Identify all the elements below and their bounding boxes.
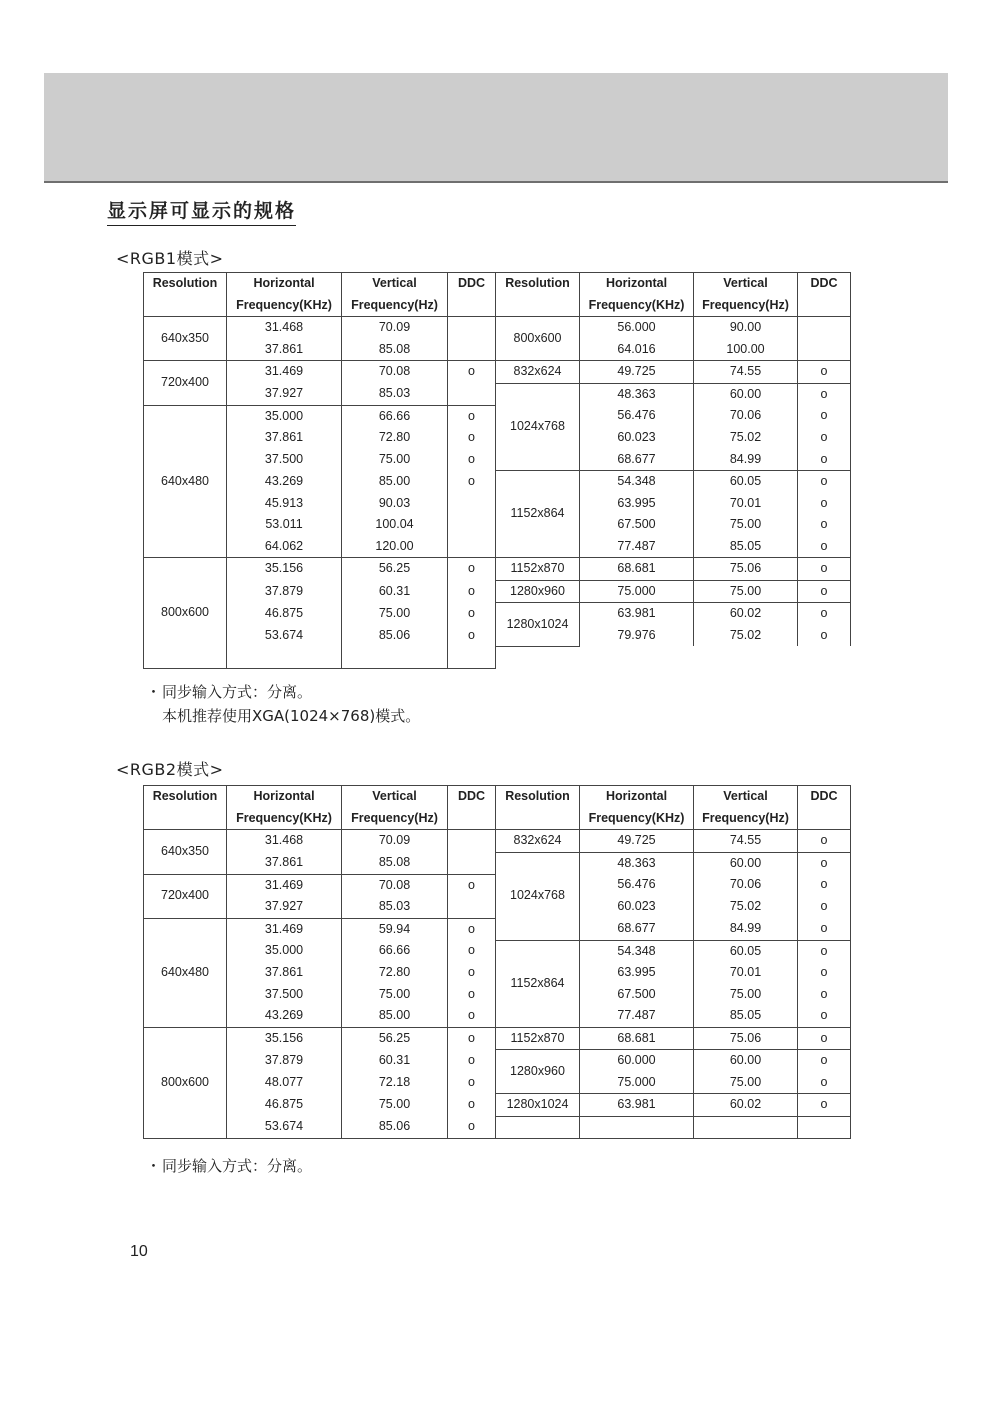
ddc-cell: o (798, 1027, 851, 1050)
h-freq-cell: 60.023 (580, 427, 694, 449)
col-header-horizontal-unit: Frequency(KHz) (227, 808, 342, 830)
rgb2-notes (146, 1154, 312, 1178)
note-line (146, 1154, 312, 1178)
v-freq-cell: 59.94 (342, 918, 448, 940)
col-header-vertical-unit: Frequency(Hz) (342, 808, 448, 830)
resolution-cell: 832x624 (496, 361, 580, 384)
h-freq-cell: 43.269 (227, 1005, 342, 1027)
col-header-vertical: Vertical (342, 273, 448, 295)
h-freq-cell: 31.468 (227, 317, 342, 339)
v-freq-cell: 70.01 (694, 962, 798, 984)
v-freq-cell: 75.06 (694, 1027, 798, 1050)
h-freq-cell: 77.487 (580, 536, 694, 558)
v-freq-cell: 85.06 (342, 1116, 448, 1139)
h-freq-cell: 53.674 (227, 1116, 342, 1139)
ddc-cell (448, 536, 496, 558)
table-row (144, 1027, 851, 1050)
ddc-cell: o (798, 361, 851, 384)
resolution-cell: 1280x960 (496, 580, 580, 603)
h-freq-cell: 75.000 (580, 580, 694, 603)
col-header-resolution: Resolution (144, 273, 227, 295)
h-freq-cell (227, 646, 342, 668)
ddc-cell: o (798, 536, 851, 558)
h-freq-cell: 46.875 (227, 603, 342, 625)
table-row (144, 361, 851, 384)
ddc-cell (448, 383, 496, 405)
ddc-cell: o (798, 1050, 851, 1072)
col-header-vertical-unit: Frequency(Hz) (342, 295, 448, 317)
v-freq-cell: 85.05 (694, 536, 798, 558)
v-freq-cell: 75.02 (694, 896, 798, 918)
resolution-cell: 720x400 (144, 361, 227, 406)
table-row (144, 1050, 851, 1072)
table-row (144, 580, 851, 603)
ddc-cell: o (798, 1094, 851, 1117)
ddc-cell: o (798, 471, 851, 493)
col-header-ddc: DDC (798, 786, 851, 808)
v-freq-cell: 60.31 (342, 580, 448, 603)
ddc-cell (448, 896, 496, 918)
v-freq-cell: 75.00 (342, 449, 448, 471)
h-freq-cell: 31.469 (227, 918, 342, 940)
h-freq-cell: 53.674 (227, 625, 342, 647)
v-freq-cell: 75.00 (694, 984, 798, 1006)
h-freq-cell: 43.269 (227, 471, 342, 493)
page-title: 显示屏可显示的规格 (107, 196, 296, 226)
h-freq-cell: 31.468 (227, 830, 342, 853)
ddc-cell: o (798, 427, 851, 449)
v-freq-cell: 90.03 (342, 493, 448, 515)
v-freq-cell: 75.00 (694, 580, 798, 603)
v-freq-cell: 74.55 (694, 830, 798, 853)
h-freq-cell: 49.725 (580, 830, 694, 853)
h-freq-cell: 37.500 (227, 984, 342, 1006)
v-freq-cell: 56.25 (342, 558, 448, 581)
h-freq-cell: 75.000 (580, 1072, 694, 1094)
header-band (44, 73, 948, 183)
resolution-cell: 1024x768 (496, 852, 580, 940)
ddc-cell: o (448, 984, 496, 1006)
h-freq-cell: 37.861 (227, 852, 342, 874)
ddc-cell: o (798, 625, 851, 647)
v-freq-cell: 66.66 (342, 405, 448, 427)
v-freq-cell: 120.00 (342, 536, 448, 558)
h-freq-cell: 56.476 (580, 874, 694, 896)
col-header-ddc: DDC (448, 786, 496, 808)
table-row (144, 558, 851, 581)
v-freq-cell: 70.08 (342, 361, 448, 384)
ddc-cell (798, 339, 851, 361)
col-header-resolution: Resolution (144, 786, 227, 808)
ddc-cell (448, 317, 496, 339)
v-freq-cell: 72.80 (342, 962, 448, 984)
v-freq-cell: 70.06 (694, 405, 798, 427)
col-header-horizontal-unit: Frequency(KHz) (580, 295, 694, 317)
h-freq-cell: 37.927 (227, 896, 342, 918)
col-header-horizontal: Horizontal (227, 273, 342, 295)
note-line (146, 704, 420, 728)
ddc-cell: o (798, 1005, 851, 1027)
v-freq-cell: 70.09 (342, 317, 448, 339)
h-freq-cell: 79.976 (580, 625, 694, 647)
col-header-resolution: Resolution (496, 786, 580, 808)
v-freq-cell: 85.00 (342, 1005, 448, 1027)
v-freq-cell: 70.01 (694, 493, 798, 515)
resolution-cell: 720x400 (144, 874, 227, 918)
table-row (144, 1094, 851, 1117)
resolution-cell: 640x480 (144, 918, 227, 1027)
h-freq-cell: 63.981 (580, 603, 694, 625)
resolution-cell: 832x624 (496, 830, 580, 853)
v-freq-cell (342, 646, 448, 668)
ddc-cell (798, 317, 851, 339)
col-header-vertical-unit: Frequency(Hz) (694, 295, 798, 317)
resolution-cell (496, 1116, 580, 1139)
rgb2-spec-table (143, 785, 851, 1139)
ddc-cell: o (448, 1116, 496, 1139)
v-freq-cell: 72.80 (342, 427, 448, 449)
col-header-blank (448, 808, 496, 830)
col-header-horizontal: Horizontal (580, 273, 694, 295)
table-row (144, 830, 851, 853)
v-freq-cell: 85.03 (342, 383, 448, 405)
ddc-cell: o (798, 514, 851, 536)
h-freq-cell: 31.469 (227, 874, 342, 896)
ddc-cell: o (448, 1050, 496, 1072)
v-freq-cell: 70.08 (342, 874, 448, 896)
h-freq-cell: 68.677 (580, 918, 694, 940)
col-header-vertical-unit: Frequency(Hz) (694, 808, 798, 830)
resolution-cell: 1280x1024 (496, 603, 580, 647)
h-freq-cell: 68.681 (580, 558, 694, 581)
v-freq-cell: 85.05 (694, 1005, 798, 1027)
resolution-cell: 640x350 (144, 317, 227, 361)
ddc-cell: o (448, 1094, 496, 1117)
h-freq-cell: 35.000 (227, 940, 342, 962)
h-freq-cell: 54.348 (580, 471, 694, 493)
note-line (146, 680, 420, 704)
note-text: 同步输入方式：分离。 (162, 1157, 313, 1175)
col-header-horizontal: Horizontal (227, 786, 342, 808)
col-header-horizontal-unit: Frequency(KHz) (580, 808, 694, 830)
ddc-cell: o (798, 962, 851, 984)
v-freq-cell: 56.25 (342, 1027, 448, 1050)
h-freq-cell: 56.476 (580, 405, 694, 427)
ddc-cell: o (448, 1027, 496, 1050)
h-freq-cell: 35.156 (227, 1027, 342, 1050)
bullet-icon: ・ (146, 683, 162, 701)
ddc-cell: o (798, 896, 851, 918)
v-freq-cell: 60.02 (694, 1094, 798, 1117)
table-row (144, 317, 851, 339)
col-header-blank (798, 295, 851, 317)
ddc-cell: o (798, 852, 851, 874)
resolution-cell: 1024x768 (496, 383, 580, 471)
table-row (144, 383, 851, 405)
h-freq-cell: 63.981 (580, 1094, 694, 1117)
v-freq-cell: 75.00 (342, 1094, 448, 1117)
ddc-cell: o (798, 603, 851, 625)
h-freq-cell: 37.879 (227, 1050, 342, 1072)
h-freq-cell: 68.677 (580, 449, 694, 471)
h-freq-cell: 64.016 (580, 339, 694, 361)
rgb1-heading: <RGB1模式> (116, 249, 224, 268)
h-freq-cell: 54.348 (580, 940, 694, 962)
ddc-cell: o (798, 918, 851, 940)
resolution-cell: 1152x870 (496, 558, 580, 581)
v-freq-cell: 75.00 (694, 1072, 798, 1094)
v-freq-cell: 85.00 (342, 471, 448, 493)
h-freq-cell: 37.861 (227, 427, 342, 449)
ddc-cell: o (448, 449, 496, 471)
h-freq-cell: 68.681 (580, 1027, 694, 1050)
h-freq-cell: 35.000 (227, 405, 342, 427)
col-header-blank (798, 808, 851, 830)
table-row (144, 1116, 851, 1139)
resolution-cell: 800x600 (496, 317, 580, 361)
v-freq-cell: 60.00 (694, 383, 798, 405)
ddc-cell: o (798, 874, 851, 896)
h-freq-cell: 37.861 (227, 962, 342, 984)
resolution-cell: 800x600 (144, 1027, 227, 1139)
h-freq-cell: 45.913 (227, 493, 342, 515)
h-freq-cell: 48.363 (580, 383, 694, 405)
ddc-cell: o (448, 1005, 496, 1027)
h-freq-cell: 77.487 (580, 1005, 694, 1027)
ddc-cell: o (448, 580, 496, 603)
col-header-blank (144, 808, 227, 830)
v-freq-cell: 60.02 (694, 603, 798, 625)
h-freq-cell (580, 1116, 694, 1139)
ddc-cell: o (798, 405, 851, 427)
v-freq-cell: 90.00 (694, 317, 798, 339)
v-freq-cell: 85.06 (342, 625, 448, 647)
col-header-ddc: DDC (798, 273, 851, 295)
h-freq-cell: 63.995 (580, 962, 694, 984)
ddc-cell: o (448, 874, 496, 896)
v-freq-cell: 84.99 (694, 449, 798, 471)
h-freq-cell: 63.995 (580, 493, 694, 515)
ddc-cell: o (798, 383, 851, 405)
h-freq-cell: 48.077 (227, 1072, 342, 1094)
table-row (144, 852, 851, 874)
ddc-cell: o (798, 830, 851, 853)
v-freq-cell: 85.08 (342, 339, 448, 361)
ddc-cell (448, 646, 496, 668)
resolution-cell: 1152x864 (496, 471, 580, 558)
v-freq-cell: 75.02 (694, 625, 798, 647)
col-header-blank (496, 808, 580, 830)
ddc-cell: o (448, 361, 496, 384)
h-freq-cell: 37.879 (227, 580, 342, 603)
h-freq-cell: 67.500 (580, 984, 694, 1006)
v-freq-cell (694, 1116, 798, 1139)
ddc-cell: o (448, 962, 496, 984)
resolution-cell: 1152x870 (496, 1027, 580, 1050)
h-freq-cell: 64.062 (227, 536, 342, 558)
col-header-horizontal: Horizontal (580, 786, 694, 808)
ddc-cell (448, 514, 496, 536)
table-row (144, 646, 851, 668)
h-freq-cell: 56.000 (580, 317, 694, 339)
v-freq-cell: 74.55 (694, 361, 798, 384)
v-freq-cell: 84.99 (694, 918, 798, 940)
h-freq-cell: 46.875 (227, 1094, 342, 1117)
col-header-ddc: DDC (448, 273, 496, 295)
ddc-cell: o (798, 558, 851, 581)
ddc-cell: o (798, 493, 851, 515)
v-freq-cell: 75.00 (694, 514, 798, 536)
h-freq-cell: 49.725 (580, 361, 694, 384)
v-freq-cell: 66.66 (342, 940, 448, 962)
v-freq-cell: 85.08 (342, 852, 448, 874)
col-header-vertical: Vertical (342, 786, 448, 808)
ddc-cell (448, 830, 496, 853)
v-freq-cell: 75.00 (342, 984, 448, 1006)
table-row (144, 603, 851, 625)
ddc-cell: o (448, 427, 496, 449)
bullet-icon: ・ (146, 1157, 162, 1175)
v-freq-cell: 60.00 (694, 852, 798, 874)
ddc-cell: o (798, 1072, 851, 1094)
rgb1-notes (146, 680, 420, 728)
table-row (144, 940, 851, 962)
ddc-cell: o (448, 940, 496, 962)
h-freq-cell: 37.861 (227, 339, 342, 361)
v-freq-cell: 75.02 (694, 427, 798, 449)
ddc-cell: o (798, 940, 851, 962)
col-header-vertical: Vertical (694, 786, 798, 808)
ddc-cell: o (798, 449, 851, 471)
v-freq-cell: 75.06 (694, 558, 798, 581)
h-freq-cell: 67.500 (580, 514, 694, 536)
col-header-blank (448, 295, 496, 317)
h-freq-cell: 35.156 (227, 558, 342, 581)
ddc-cell (448, 852, 496, 874)
resolution-cell: 800x600 (144, 558, 227, 669)
v-freq-cell: 60.05 (694, 471, 798, 493)
ddc-cell: o (798, 984, 851, 1006)
resolution-cell: 1152x864 (496, 940, 580, 1027)
rgb1-spec-table (143, 272, 851, 669)
ddc-cell: o (798, 580, 851, 603)
ddc-cell (448, 339, 496, 361)
page-number: 10 (130, 1243, 148, 1260)
table-row (144, 471, 851, 493)
ddc-cell: o (448, 918, 496, 940)
v-freq-cell: 70.06 (694, 874, 798, 896)
rgb2-heading: <RGB2模式> (116, 760, 224, 779)
ddc-cell (448, 493, 496, 515)
h-freq-cell: 60.023 (580, 896, 694, 918)
note-text: 本机推荐使用XGA(1024×768)模式。 (162, 707, 421, 725)
note-text: 同步输入方式：分离。 (162, 683, 313, 701)
h-freq-cell: 48.363 (580, 852, 694, 874)
v-freq-cell: 60.00 (694, 1050, 798, 1072)
h-freq-cell: 37.927 (227, 383, 342, 405)
col-header-vertical: Vertical (694, 273, 798, 295)
col-header-horizontal-unit: Frequency(KHz) (227, 295, 342, 317)
ddc-cell: o (448, 603, 496, 625)
v-freq-cell: 60.05 (694, 940, 798, 962)
ddc-cell: o (448, 471, 496, 493)
ddc-cell (798, 1116, 851, 1139)
h-freq-cell: 31.469 (227, 361, 342, 384)
h-freq-cell: 60.000 (580, 1050, 694, 1072)
v-freq-cell: 60.31 (342, 1050, 448, 1072)
ddc-cell: o (448, 625, 496, 647)
v-freq-cell: 85.03 (342, 896, 448, 918)
ddc-cell: o (448, 1072, 496, 1094)
v-freq-cell: 100.00 (694, 339, 798, 361)
h-freq-cell: 53.011 (227, 514, 342, 536)
resolution-cell: 640x350 (144, 830, 227, 875)
col-header-blank (144, 295, 227, 317)
resolution-cell: 640x480 (144, 405, 227, 558)
v-freq-cell: 100.04 (342, 514, 448, 536)
ddc-cell: o (448, 405, 496, 427)
ddc-cell: o (448, 558, 496, 581)
col-header-blank (496, 295, 580, 317)
h-freq-cell: 37.500 (227, 449, 342, 471)
resolution-cell: 1280x960 (496, 1050, 580, 1094)
v-freq-cell: 72.18 (342, 1072, 448, 1094)
col-header-resolution: Resolution (496, 273, 580, 295)
v-freq-cell: 70.09 (342, 830, 448, 853)
resolution-cell: 1280x1024 (496, 1094, 580, 1117)
v-freq-cell: 75.00 (342, 603, 448, 625)
